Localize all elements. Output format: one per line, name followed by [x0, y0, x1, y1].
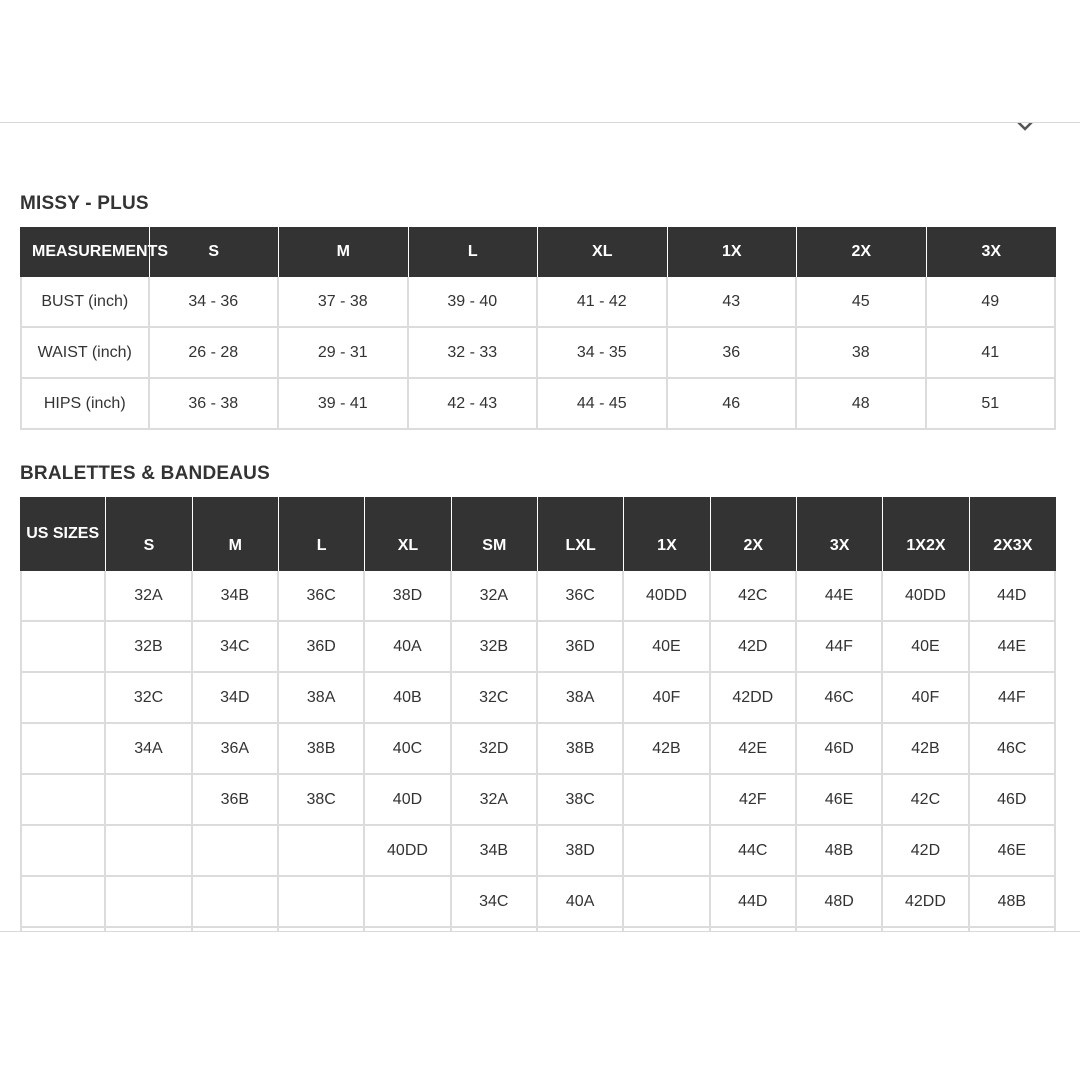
table-cell: 36B [193, 775, 279, 826]
column-header: S [106, 497, 192, 571]
table-cell: 37 - 38 [279, 277, 409, 328]
table-cell: 41 - 42 [538, 277, 668, 328]
close-icon[interactable] [1012, 122, 1038, 131]
dot[interactable] [166, 122, 170, 123]
table-cell [365, 928, 451, 932]
table-cell [365, 877, 451, 928]
table-cell: 32A [452, 571, 538, 622]
bralettes-title: BRALETTES & BANDEAUS [20, 463, 270, 484]
table-cell: 46D [970, 775, 1056, 826]
table-cell: 26 - 28 [150, 328, 280, 379]
table-cell: 48B [797, 826, 883, 877]
table-cell: 34B [452, 826, 538, 877]
table-cell: 38D [538, 826, 624, 877]
table-cell: 46C [797, 673, 883, 724]
row-label [20, 775, 106, 826]
column-header: 2X [711, 497, 797, 571]
table-cell: 49 [927, 277, 1057, 328]
table-cell: 38B [538, 724, 624, 775]
bralettes-table [20, 497, 1056, 932]
table-cell: 32B [106, 622, 192, 673]
column-header: M [193, 497, 279, 571]
table-cell: 40D [365, 775, 451, 826]
table-cell: 34A [106, 724, 192, 775]
table-row [20, 622, 1056, 673]
table-cell: 40F [883, 673, 969, 724]
table-cell: 40A [538, 877, 624, 928]
row-label [20, 724, 106, 775]
table-row [20, 571, 1056, 622]
table-cell: 36C [279, 571, 365, 622]
row-label [20, 928, 106, 932]
row-label [20, 877, 106, 928]
table-cell [193, 826, 279, 877]
table-cell [279, 826, 365, 877]
table-cell: 40C [365, 724, 451, 775]
row-label: HIPS (inch) [20, 379, 150, 430]
row-label [20, 571, 106, 622]
table-cell [279, 928, 365, 932]
table-cell: 38C [538, 775, 624, 826]
table-cell: 42F [711, 775, 797, 826]
table-row [20, 379, 1056, 430]
table-cell: 38A [538, 673, 624, 724]
table-cell: 46D [797, 724, 883, 775]
table-cell [106, 928, 192, 932]
table-row [20, 877, 1056, 928]
table-cell: 36D [538, 622, 624, 673]
column-header: MEASUREMENTS [20, 227, 150, 277]
row-label: WAIST (inch) [20, 328, 150, 379]
table-cell [624, 877, 710, 928]
table-cell: 46C [970, 724, 1056, 775]
table-cell: 44F [970, 673, 1056, 724]
column-header: 1X [668, 227, 798, 277]
table-row [20, 775, 1056, 826]
table-cell: 38C [279, 775, 365, 826]
table-cell: 44D [970, 571, 1056, 622]
table-cell: 44F [797, 622, 883, 673]
table-cell: 34 - 36 [150, 277, 280, 328]
table-cell: 38B [279, 724, 365, 775]
column-header: 2X3X [970, 497, 1056, 571]
table-cell: 43 [668, 277, 798, 328]
table-cell: 34C [452, 877, 538, 928]
table-cell: 44D [711, 877, 797, 928]
column-header: XL [365, 497, 451, 571]
table-cell [538, 928, 624, 932]
table-cell: 32D [452, 724, 538, 775]
row-label [20, 826, 106, 877]
row-label [20, 622, 106, 673]
table-cell [106, 775, 192, 826]
table-cell: 39 - 41 [279, 379, 409, 430]
table-cell: 40E [624, 622, 710, 673]
table-cell: 38A [279, 673, 365, 724]
table-cell: 32A [452, 775, 538, 826]
table-cell: 46E [970, 826, 1056, 877]
table-cell: 36A [193, 724, 279, 775]
size-chart-modal [0, 122, 1080, 932]
table-cell: 42B [624, 724, 710, 775]
table-cell: 46 [668, 379, 798, 430]
table-cell: 38D [365, 571, 451, 622]
column-header: S [150, 227, 280, 277]
dot[interactable] [222, 122, 226, 123]
table-cell: 29 - 31 [279, 328, 409, 379]
dot[interactable] [194, 122, 198, 123]
table-row [20, 928, 1056, 932]
table-cell [624, 826, 710, 877]
table-cell: 34C [193, 622, 279, 673]
table-cell: 44C [711, 826, 797, 877]
table-cell: 41 [927, 328, 1057, 379]
table-cell: 42D [711, 622, 797, 673]
table-cell: 42D [883, 826, 969, 877]
table-cell: 40E [883, 622, 969, 673]
missy-plus-title: MISSY - PLUS [20, 193, 149, 214]
column-header: 1X2X [883, 497, 969, 571]
carousel-dots [138, 122, 282, 127]
table-cell: 44E [970, 622, 1056, 673]
table-cell: 32C [106, 673, 192, 724]
table-cell: 40B [365, 673, 451, 724]
table-cell [711, 928, 797, 932]
table-cell: 42B [883, 724, 969, 775]
table-cell: 34B [193, 571, 279, 622]
table-cell: 48D [797, 877, 883, 928]
table-cell [452, 928, 538, 932]
table-cell: 45 [797, 277, 927, 328]
table-cell: 36C [538, 571, 624, 622]
column-header: 2X [797, 227, 927, 277]
table-cell: 51 [927, 379, 1057, 430]
table-cell [970, 928, 1056, 932]
row-label [20, 673, 106, 724]
column-header: L [409, 227, 539, 277]
table-cell: 32C [452, 673, 538, 724]
column-header: US SIZES [20, 497, 106, 571]
table-cell: 39 - 40 [409, 277, 539, 328]
column-header: 1X [624, 497, 710, 571]
table-row [20, 724, 1056, 775]
table-cell: 46E [797, 775, 883, 826]
table-cell [797, 928, 883, 932]
table-cell: 34D [193, 673, 279, 724]
table-cell: 42E [711, 724, 797, 775]
table-cell: 36D [279, 622, 365, 673]
table-cell: 48 [797, 379, 927, 430]
table-cell: 32B [452, 622, 538, 673]
table-cell [883, 928, 969, 932]
table-cell: 42C [711, 571, 797, 622]
table-cell: 36 - 38 [150, 379, 280, 430]
table-cell: 42DD [711, 673, 797, 724]
table-cell: 40F [624, 673, 710, 724]
table-cell: 48B [970, 877, 1056, 928]
table-cell: 44E [797, 571, 883, 622]
table-row [20, 826, 1056, 877]
table-cell [624, 775, 710, 826]
table-cell [106, 877, 192, 928]
dot[interactable] [250, 122, 254, 123]
column-header: XL [538, 227, 668, 277]
table-cell: 36 [668, 328, 798, 379]
table-cell: 40DD [365, 826, 451, 877]
column-header: LXL [538, 497, 624, 571]
table-cell: 34 - 35 [538, 328, 668, 379]
table-cell [106, 826, 192, 877]
column-header: 3X [927, 227, 1057, 277]
column-header: 3X [797, 497, 883, 571]
table-cell: 42C [883, 775, 969, 826]
dot[interactable] [138, 122, 142, 123]
table-cell: 32 - 33 [409, 328, 539, 379]
missy-plus-table [20, 227, 1056, 430]
table-row [20, 328, 1056, 379]
column-header: L [279, 497, 365, 571]
table-cell: 38 [797, 328, 927, 379]
table-cell: 40DD [883, 571, 969, 622]
table-cell: 40A [365, 622, 451, 673]
table-cell [193, 928, 279, 932]
table-cell [624, 928, 710, 932]
dot[interactable] [278, 122, 282, 123]
table-cell: 42DD [883, 877, 969, 928]
table-cell [193, 877, 279, 928]
table-cell: 40DD [624, 571, 710, 622]
table-cell: 44 - 45 [538, 379, 668, 430]
row-label: BUST (inch) [20, 277, 150, 328]
table-cell: 42 - 43 [409, 379, 539, 430]
column-header: SM [452, 497, 538, 571]
column-header: M [279, 227, 409, 277]
table-row [20, 673, 1056, 724]
table-cell: 32A [106, 571, 192, 622]
table-cell [279, 877, 365, 928]
table-row [20, 277, 1056, 328]
